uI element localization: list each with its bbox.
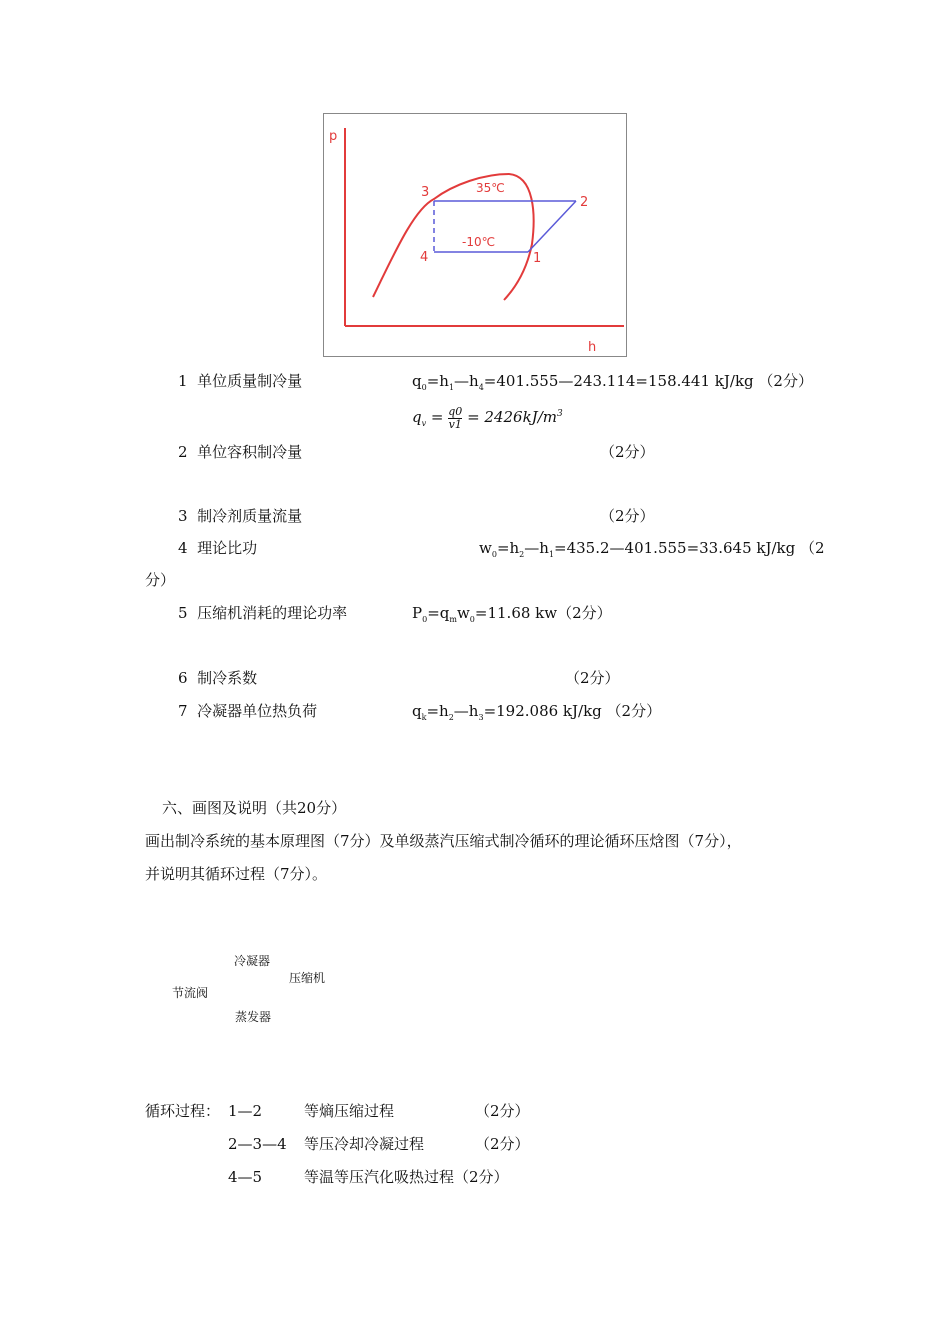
item-5-label: 5 压缩机消耗的理论功率 xyxy=(178,604,348,622)
item-6-label: 6 制冷系数 xyxy=(178,669,258,687)
section-6-title: 六、画图及说明（共20分） xyxy=(162,799,347,817)
section-6-line-2: 并说明其循环过程（7分）。 xyxy=(145,865,328,883)
qv-formula: $q_v$ = $\frac{q0}{v1}$ = $2426kJ/m^3$ xyxy=(412,404,563,431)
item-1-formula: $q_0=h_1—h_4=401.555—243.114=158.441$ kJ/kg （2分） xyxy=(412,372,813,392)
p-axis-label: p xyxy=(329,129,338,144)
point-1-label: 1 xyxy=(533,251,542,266)
item-3-label: 3 制冷剂质量流量 xyxy=(178,507,303,525)
compressor-label: 压缩机 xyxy=(289,971,326,985)
item-7-label: 7 冷凝器单位热负荷 xyxy=(178,702,318,720)
item-1-label: 1 单位质量制冷量 xyxy=(178,372,303,390)
ph-diagram xyxy=(323,113,627,357)
point-2-label: 2 xyxy=(580,195,589,210)
item-3-score: （2分） xyxy=(600,507,655,525)
saturation-curve xyxy=(373,174,534,300)
item-6-score: （2分） xyxy=(565,669,620,687)
item-4-formula: $w_0=h_2—h_1=435.2—401.555=33.645$ kJ/kg （2 xyxy=(479,539,825,559)
item-4-label: 4 理论比功 xyxy=(178,539,258,557)
cycle-step-2: 2—3—4 xyxy=(228,1135,287,1153)
cycle-desc-3: 等温等压汽化吸热过程（2分） xyxy=(304,1168,509,1186)
item-2-label: 2 单位容积制冷量 xyxy=(178,443,303,461)
h-axis-label: h xyxy=(588,340,597,355)
condenser-label: 冷凝器 xyxy=(234,954,271,968)
cycle-score-1: （2分） xyxy=(475,1102,530,1120)
item-5-formula: $P_0=q_mw_0=11.68$ kw（2分） xyxy=(412,604,612,624)
cycle-desc-2: 等压冷却冷凝过程 xyxy=(304,1135,425,1153)
point-3-label: 3 xyxy=(421,185,430,200)
compression-line xyxy=(528,201,576,252)
item-4-wrap: 分） xyxy=(145,571,176,589)
cycle-score-2: （2分） xyxy=(475,1135,530,1153)
ph-diagram-svg xyxy=(324,114,628,358)
temp-low-label: -10℃ xyxy=(462,235,496,249)
item-7-formula: $q_k=h_2—h_3=192.086$ kJ/kg （2分） xyxy=(412,702,662,722)
section-6-line-1: 画出制冷系统的基本原理图（7分）及单级蒸汽压缩式制冷循环的理论循环压焓图（7分）， xyxy=(145,832,742,850)
cycle-step-1: 1—2 xyxy=(228,1102,263,1120)
point-4-label: 4 xyxy=(420,250,429,265)
item-2-score: （2分） xyxy=(600,443,655,461)
cycle-step-3: 4—5 xyxy=(228,1168,263,1186)
cycle-desc-1: 等熵压缩过程 xyxy=(304,1102,395,1120)
evaporator-label: 蒸发器 xyxy=(235,1010,272,1024)
cycle-prefix: 循环过程： xyxy=(145,1102,221,1120)
valve-label: 节流阀 xyxy=(172,986,209,1000)
temp-high-label: 35℃ xyxy=(476,181,505,195)
